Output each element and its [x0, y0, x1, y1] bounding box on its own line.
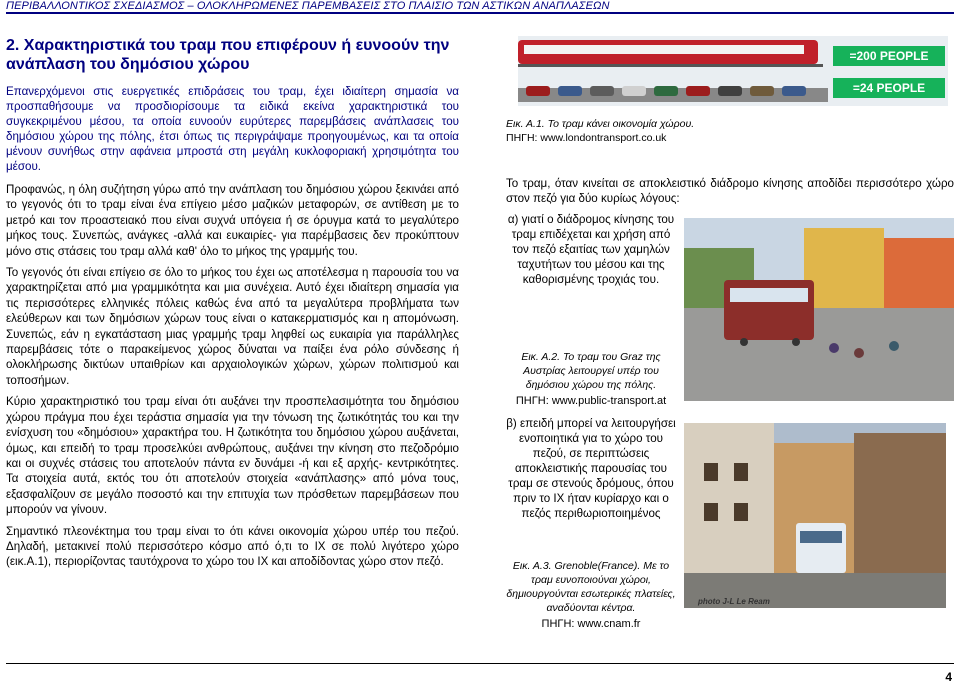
- reason-a: α) γιατί ο διάδρομος κίνησης του τραμ επιδέχεται και χρήση από τον πεζό εξαιτίας των χαμηλών ταχυτήτων του μέσου και της καθορισμένης τροχιάς του.: [507, 213, 675, 286]
- figure-a2-source: ΠΗΓΗ: www.public-transport.at: [515, 395, 667, 407]
- footer-rule: [6, 663, 954, 664]
- photo-credit: photo J-L Le Ream: [698, 597, 770, 606]
- figure-a1-illustration: [518, 36, 948, 106]
- figure-a3-grenoble-tram-photo: [684, 423, 946, 608]
- figure-a2-caption: Εικ. Α.2. Το τραμ του Graz της Αυστρίας λειτουργεί υπέρ του δημόσιου χώρου της πόλης.: [521, 351, 661, 391]
- paragraph-1: Προφανώς, η όλη συζήτηση γύρω από την ανάπλαση του δημόσιου χώρου ξεκινάει από το γεγονός ότι το τραμ είναι ένα επίγειο μέσο μαζικών μεταφορών, σε αντίθεση με το μετρό και τον προαστειακό που είναι συχνά υπόγεια ή σε όρυγμα κατά το μεγαλύτερο μήκος τους. Συνεπώς, ανάγκες -αλλά και ευκαιρίες- για παρέμβασεις δεν προκύπτουν μόνο στις στάσεις του τραμ αλλά καθ' όλο το μήκος της γραμμής του.: [6, 183, 459, 258]
- label-200-people: =200 PEOPLE: [849, 49, 929, 63]
- figure-a1-caption: Εικ. Α.1. Το τραμ κάνει οικονομία χώρου.: [506, 118, 695, 130]
- label-24-people: =24 PEOPLE: [852, 81, 926, 95]
- figure-a1-tram-vs-cars: [518, 36, 948, 106]
- reason-b: β) επειδή μπορεί να λειτουργήσει ενοποιητικά για το χώρο του πεζού, σε περιπτώσεις αποκλειστικής παρουσίας του τραμ σε στενούς δρόμους, όπου πριν το ΙΧ ήταν κυρίαρχο και ο πεζός περιθωριοποιημένος: [506, 417, 676, 520]
- figure-a3-source: ΠΗΓΗ: www.cnam.fr: [541, 618, 641, 630]
- right-intro: Το τραμ, όταν κινείται σε αποκλειστικό διάδρομο κίνησης αποδίδει περισσότερο χώρο στον πεζό για δύο κυρίως λόγους:: [506, 177, 954, 205]
- figure-a2-graz-tram-photo: [684, 218, 954, 401]
- page-number: 4: [945, 670, 952, 684]
- paragraph-4: Σημαντικό πλεονέκτημα του τραμ είναι το ότι κάνει οικονομία χώρου υπέρ του πεζού. Δηλαδή, μετακινεί πολύ περισσότερο κόσμο από ό,τι το ΙΧ σε πολύ λιγότερο χώρο (εικ.Α.1), περιορίζοντας ταυτόχρονα το χώρο του ΙΧ και αποδίδοντας χώρο στον πεζό.: [6, 524, 459, 569]
- figure-a1-source: ΠΗΓΗ: www.londontransport.co.uk: [506, 132, 667, 144]
- figure-a3-caption: Εικ. Α.3. Grenoble(France). Με το τραμ ευνοποιούναι χώροι, δημιουργούνται εσωτερικές πλατείες, αναδύονται κέντρα.: [506, 560, 676, 614]
- paragraph-2: Το γεγονός ότι είναι επίγειο σε όλο το μήκος του έχει ως αποτέλεσμα η παρουσία του να χαρακτηρίζεται από μια γραμμικότητα και μια συνέχεια. Αυτό έχει ιδιαίτερη σημασία για τις περισσότερες ελληνικές πόλεις καθώς ένα από τα μεγαλύτερα προβλήματα των ελεύθερων και των δημόσιων χώρων τους είναι ο κατακερματισμός και η απομόνωση. Συνεπώς, εάν η εγκατάσταση μιας γραμμής τραμ ληφθεί ως ευκαιρία για παράλληλες παρεμβάσεις τότε ο παρακείμενος χώρος δύναται να παίξει ένα ρόλο σύνδεσης ή ολοκλήρωσης δικτύων υπαιθρίων και αρχαιολογικών χώρων, χώρων πολιτισμού και τοποσήμων.: [6, 266, 459, 387]
- running-header: ΠΕΡΙΒΑΛΛΟΝΤΙΚΟΣ ΣΧΕΔΙΑΣΜΟΣ – ΟΛΟΚΛΗΡΩΜΕΝΕΣ ΠΑΡΕΜΒΑΣΕΙΣ ΣΤΟ ΠΛΑΙΣΙΟ ΤΩΝ ΑΣΤΙΚΩΝ ΑΝΑΠΛΑΣΕΩΝ: [6, 0, 610, 12]
- paragraph-3: Κύριο χαρακτηριστικό του τραμ είναι ότι αυξάνει την προσπελασιμότητα του δημόσιου χώρου πράγμα που έχει τεράστια σημασία για την τόνωση της ζωτικότητάς του και την ενίσχυση του «δημόσιου» χαρακτήρα του. Η ζωτικότητα του δημόσιου χώρου αυξάνεται, όμως, και επειδή το τραμ προσελκύει ανθρώπους, αυξάνει την κίνηση στο πεζοδρόμιο και οι συχνές στάσεις του αποτελούν πάντα εν δυνάμει -ή και εξ αρχής- κεντρικότητες. Τα στοιχεία αυτά, εκτός του ότι αποτελούν στοιχεία «ανάπλασης» από μόνα τους, εξασφαλίζουν σε μεγάλο ποσοστό και την επιτυχία των πρόσθετων παρεμβάσεων που μπορούν να γίνουν.: [6, 395, 459, 517]
- section-title: 2. Χαρακτηριστικά του τραμ που επιφέρουν ή ευνοούν την ανάπλαση του δημόσιου χώρου: [6, 37, 450, 73]
- left-column: [6, 36, 459, 576]
- intro-paragraph: Επανερχόμενοι στις ευεργετικές επιδράσεις του τραμ, έχει ιδιαίτερη σημασία να προσπαθήσουμε να προσδιορίσουμε τα ειδικά εκείνα χαρακτηριστικά του συγκεκριμένου μέσου, τα οποία ευνοούν ευρύτερες παρεμβάσεις ανάπλασεις του δημόσιου χώρου της πόλης, έτσι όπως τις περιγράψαμε προηγουμένως, και τα οποία μένουν συνήθως στην αφάνεια μπροστά στη μεγάλη κυκλοφοριακή χρησιμότητα του μέσου.: [6, 85, 459, 173]
- header-rule: [6, 12, 954, 14]
